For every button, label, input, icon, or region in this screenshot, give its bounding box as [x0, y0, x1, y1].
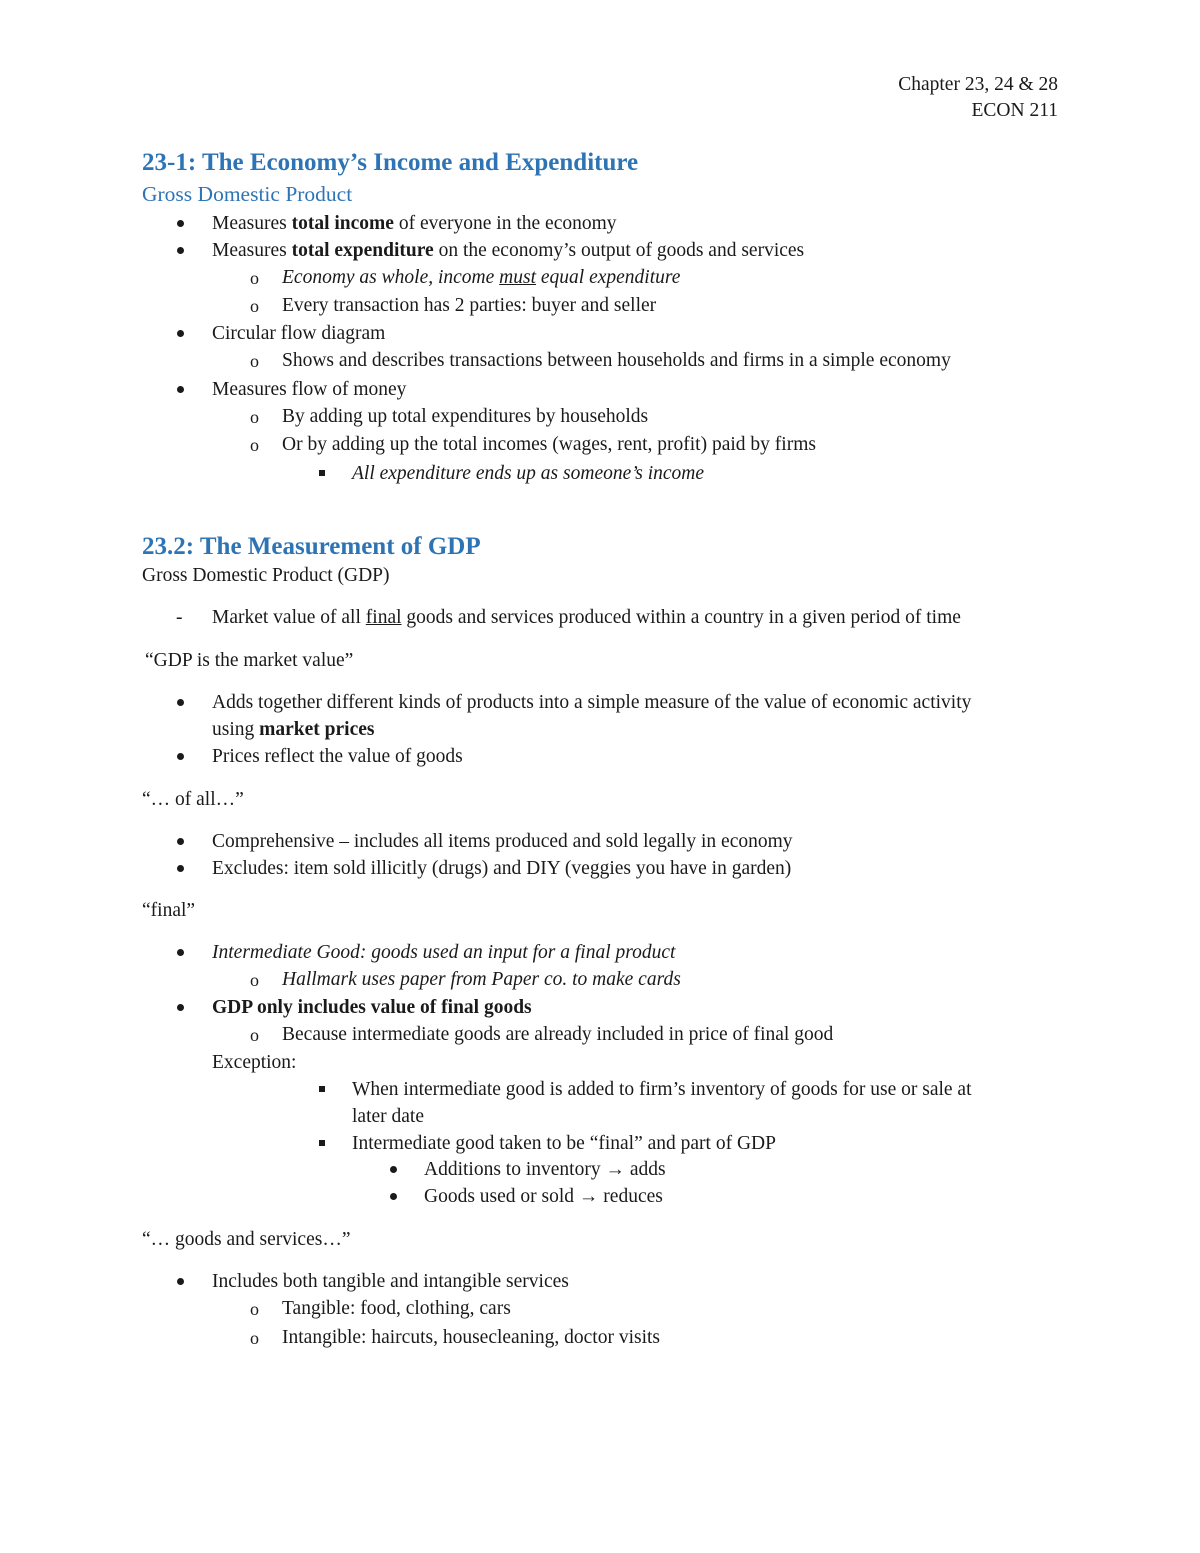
square-bullet-icon — [319, 470, 325, 476]
list-item: Intangible: haircuts, housecleaning, doctor visits — [282, 1327, 660, 1348]
list-item: Measures total expenditure on the economy’s output of goods and services — [212, 240, 805, 261]
bullet-icon — [177, 865, 184, 872]
circle-bullet-icon: o — [250, 435, 259, 455]
bullet-icon — [177, 949, 184, 956]
arrow-right-icon: → — [578, 1186, 599, 1207]
exception-label: Exception: — [212, 1052, 297, 1073]
list-item: Shows and describes transactions between households and firms in a simple economy — [282, 350, 951, 371]
circle-bullet-icon: o — [250, 296, 259, 316]
dash-bullet-icon: - — [176, 607, 183, 628]
arrow-right-icon: → — [605, 1159, 625, 1180]
quote-heading: “… of all…” — [142, 789, 244, 810]
list-item: Every transaction has 2 parties: buyer and seller — [282, 295, 657, 316]
list-item: By adding up total expenditures by households — [282, 406, 649, 427]
square-bullet-icon — [319, 1140, 325, 1146]
list-item: Comprehensive – includes all items produced and sold legally in economy — [212, 831, 793, 852]
list-item: Or by adding up the total incomes (wages, rent, profit) paid by firms — [282, 434, 816, 455]
circle-bullet-icon: o — [250, 1328, 259, 1348]
list-item-continuation: using market prices — [212, 719, 375, 740]
list-item-continuation: later date — [352, 1106, 424, 1127]
bullet-icon — [177, 838, 184, 845]
bullet-icon — [177, 1004, 184, 1011]
course-code: ECON 211 — [971, 100, 1058, 121]
circle-bullet-icon: o — [250, 407, 259, 427]
list-item: Adds together different kinds of products into a simple measure of the value of economic activity — [212, 692, 972, 713]
gdp-definition: Market value of all final goods and services produced within a country in a given period of time — [212, 607, 961, 628]
square-bullet-icon — [319, 1086, 325, 1092]
list-item: Tangible: food, clothing, cars — [282, 1298, 511, 1319]
quote-heading: “GDP is the market value” — [145, 650, 354, 671]
section-title-23-2: 23.2: The Measurement of GDP — [142, 533, 481, 560]
subsection-title-gdp: Gross Domestic Product (GDP) — [142, 565, 390, 586]
bullet-icon — [177, 753, 184, 760]
list-item: When intermediate good is added to firm’s inventory of goods for use or sale at — [352, 1079, 972, 1100]
list-item: Includes both tangible and intangible services — [212, 1271, 569, 1292]
bullet-icon — [390, 1193, 397, 1200]
circle-bullet-icon: o — [250, 1299, 259, 1319]
list-item: Measures flow of money — [212, 379, 407, 400]
section-title-23-1: 23-1: The Economy’s Income and Expenditure — [142, 149, 639, 176]
list-item: Because intermediate goods are already included in price of final good — [282, 1024, 834, 1045]
list-item: Excludes: item sold illicitly (drugs) and DIY (veggies you have in garden) — [212, 858, 792, 879]
bullet-icon — [177, 699, 184, 706]
list-item: GDP only includes value of final goods — [212, 997, 532, 1018]
list-item: Goods used or sold → reduces — [424, 1186, 663, 1207]
bullet-icon — [177, 330, 184, 337]
subsection-title-gdp: Gross Domestic Product — [142, 182, 353, 206]
bullet-icon — [177, 247, 184, 254]
bullet-icon — [390, 1166, 397, 1173]
quote-heading: “… goods and services…” — [142, 1229, 351, 1250]
list-item: Prices reflect the value of goods — [212, 746, 463, 767]
list-item: All expenditure ends up as someone’s income — [352, 463, 705, 484]
circle-bullet-icon: o — [250, 268, 259, 288]
bullet-icon — [177, 220, 184, 227]
circle-bullet-icon: o — [250, 1025, 259, 1045]
circle-bullet-icon: o — [250, 970, 259, 990]
bullet-icon — [177, 1278, 184, 1285]
list-item: Circular flow diagram — [212, 323, 386, 344]
list-item: Hallmark uses paper from Paper co. to make cards — [282, 969, 681, 990]
circle-bullet-icon: o — [250, 351, 259, 371]
list-item: Intermediate good taken to be “final” and part of GDP — [352, 1133, 776, 1154]
bullet-icon — [177, 386, 184, 393]
quote-heading: “final” — [142, 900, 196, 921]
list-item: Measures total income of everyone in the economy — [212, 213, 617, 234]
list-item: Additions to inventory → adds — [424, 1159, 666, 1180]
list-item: Economy as whole, income must equal expenditure — [282, 267, 681, 288]
course-chapters: Chapter 23, 24 & 28 — [898, 74, 1058, 95]
list-item: Intermediate Good: goods used an input for a final product — [212, 942, 676, 963]
